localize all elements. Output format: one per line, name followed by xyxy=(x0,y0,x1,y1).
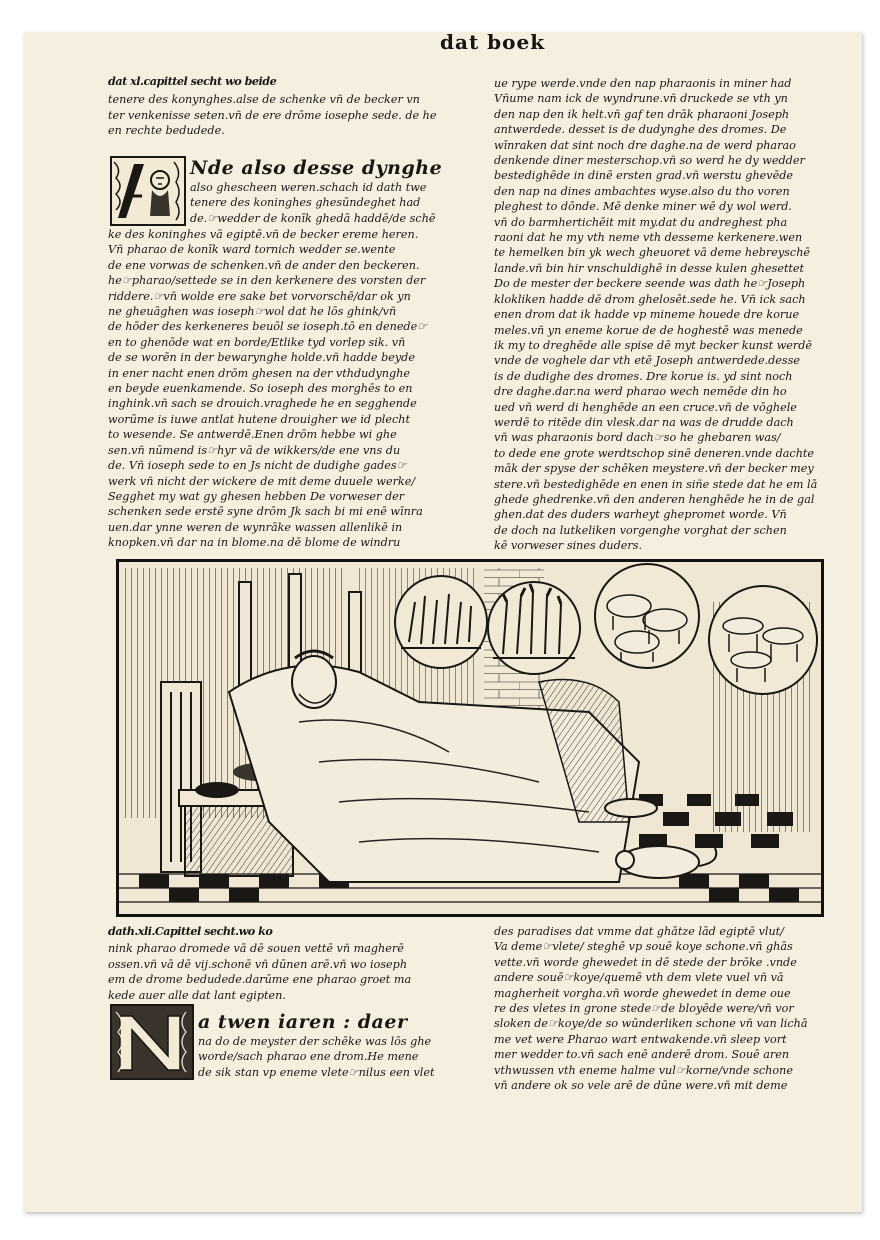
text-line: de ene vorwas de schenken.vn̄ de ander den beckeren. xyxy=(108,258,420,272)
text-line: Va deme☞vlete/ steghē vp souē koye schone.vn̄ ghās xyxy=(494,940,793,954)
text-line: mer wedder to.vn̄ sach enē anderē drom. Souē aren xyxy=(494,1048,790,1062)
text-line: stere.vn̄ bestedighēde en enen in siñe stede dat he em lā xyxy=(494,477,818,491)
text-line: dre daghe.dar.na werd pharao wech nemēde din ho xyxy=(494,385,787,399)
summary-line: em de drome bedudede.darūme ene pharao groet ma xyxy=(108,973,412,987)
text-line: ik my to dreghēde alle spise dē myt becker kunst werdē xyxy=(494,338,813,352)
text-line: den nap na dines ambachtes wyse.also du tho voren xyxy=(494,184,790,198)
text-line: vn̄ was pharaonis bord dach☞so he ghebaren was/ xyxy=(494,431,781,445)
summary-line: kede auer alle dat lant egipten. xyxy=(108,988,286,1002)
dream-roundel-lean-cows xyxy=(709,586,817,694)
lower-right-column xyxy=(494,924,854,1093)
dream-roundel-full-ears xyxy=(488,582,580,674)
summary-line: en rechte bedudede. xyxy=(108,124,225,138)
text-line: bestedighēde in dinē ersten grad.vn̄ werstu ghevēde xyxy=(494,169,793,183)
text-line: pleghest to dōnde. Mē denke miner wē dy wol werd. xyxy=(494,200,792,214)
text-line: worūme is iuwe antlat hutene drouigher we id plecht xyxy=(108,412,410,426)
text-line: me vet were Pharao wart entwakende.vn̄ sleep vort xyxy=(494,1032,787,1046)
summary-line: tenere des konynghes.alse de schenke vn̄ de becker vn xyxy=(108,93,420,107)
text-line: Segghet my wat gy ghesen hebben De vorweser der xyxy=(108,489,405,503)
text-line: ghen.dat des duders warheyt ghepromet worde. Vn̄ xyxy=(494,508,787,522)
chapter-41-summary xyxy=(108,941,458,1003)
pharaoh-dream-woodcut xyxy=(119,562,821,914)
initial-line: a twen iaren : daer xyxy=(198,1011,408,1033)
text-line: kē vorweser sines duders. xyxy=(494,539,643,553)
text-line: schenken sede erstē syne drōm Jk sach bi mi enē wīnra xyxy=(108,505,423,519)
text-line: re des vletes in grone stede☞de bloyēde were/vn̄ vor xyxy=(494,1002,794,1016)
initial-line: Nde also desse dynghe xyxy=(190,157,443,179)
text-line: raoni dat he my vth neme vth desseme kerkenere.wen xyxy=(494,231,803,245)
chapter-40-summary xyxy=(108,92,458,138)
initial-paragraph xyxy=(190,156,460,226)
text-line: uen.dar ynne weren de wynrāke wassen allenlikē in xyxy=(108,520,403,534)
running-head: dat boek xyxy=(440,30,546,54)
text-line: ue rype werde.vnde den nap pharaonis in miner had xyxy=(494,77,792,90)
text-line: de se worēn in der bewarynghe holde.vn̄ hadde beyde xyxy=(108,351,415,365)
text-line: riddere.☞vn̄ wolde ere sake bet vorvorschē/dar ok yn xyxy=(108,289,411,303)
dream-roundel-fat-cows xyxy=(595,564,699,668)
text-line: inghink.vn̄ sach se drouich.vraghede he en segghende xyxy=(108,397,417,411)
text-line: Do de mester der beckere seende was dath he☞Joseph xyxy=(494,277,806,291)
initial-a-ornament xyxy=(112,158,184,224)
decorated-initial-a xyxy=(110,156,186,226)
summary-line: ossen.vn̄ vā dē vij.schonē vn̄ dūnen arē.vn̄ wo ioseph xyxy=(108,957,408,971)
text-line: Vn̄ pharao de konīk ward tornich wedder se.wente xyxy=(108,243,396,257)
text-line: des paradises dat vmme dat ghātze lād egiptē vlut/ xyxy=(494,925,784,938)
text-line: werdē to ritēde din vlesk.dar na was de drudde dach xyxy=(494,415,794,429)
text-line: werk vn̄ nicht der wickere de mit deme duuele werke/ xyxy=(108,474,416,488)
text-line: sloken de☞koye/de so wūnderliken schone vn̄ van lichā xyxy=(494,1017,808,1031)
text-line: na do de meyster der schēke was lōs ghe xyxy=(198,1035,432,1048)
text-line: en to ghenōde wat en borde/Etlike tyd vorlep sik. vn̄ xyxy=(108,335,406,349)
text-line: māk der spyse der schēken meystere.vn̄ der becker mey xyxy=(494,462,814,476)
text-line: ued vn̄ werd di henghēde an een cruce.vn̄ de vōghele xyxy=(494,400,797,414)
text-line: sen.vn̄ nūmend is☞hyr vā de wikkers/de ene vns du xyxy=(108,443,401,457)
chapter-41-heading: dath.xli.Capittel secht.wo ko xyxy=(108,924,273,938)
text-line: de hōder des kerkeneres beuōl se ioseph.tō en denede☞ xyxy=(108,320,428,334)
right-column xyxy=(494,76,854,554)
lower-initial-paragraph xyxy=(198,1010,458,1080)
decorated-initial-n xyxy=(110,1004,194,1080)
text-line: ne gheuāghen was ioseph☞wol dat he lōs ghink/vn̄ xyxy=(108,305,397,319)
text-line: enen drom dat ik hadde vp mineme houede dre korue xyxy=(494,308,800,322)
text-line: worde/sach pharao ene drom.He mene xyxy=(198,1050,419,1064)
lower-left-column xyxy=(108,924,458,1003)
text-line: de.☞wedder de konīk ghedā haddē/de schē xyxy=(190,211,436,225)
text-line: denkende diner mesterschop.vn̄ so werd he dy wedder xyxy=(494,154,805,168)
text-line: Vn̄ume nam ick de wyndrune.vn̄ druckede se vth yn xyxy=(494,92,788,106)
woodcut-illustration xyxy=(116,559,824,917)
dream-roundel-thin-ears xyxy=(395,576,487,668)
text-line: vnde de voghele dar vth etē Joseph antwerdede.desse xyxy=(494,354,801,368)
text-line: in ener nacht enen drōm ghesen na der vthdudynghe xyxy=(108,366,410,380)
text-line: den nap den ik helt.vn̄ gaf ten drāk pharaoni Joseph xyxy=(494,107,790,121)
text-line: klokliken hadde dē drom ghelosēt.sede he. Vn̄ ick sach xyxy=(494,292,806,306)
text-line: he☞pharao/settede se in den kerkenere des vorsten der xyxy=(108,274,426,288)
text-line: de sik stan vp eneme vlete☞nilus een vlet xyxy=(198,1065,435,1079)
text-line: vn̄ do barmhertichēit mit my.dat du andreghest pha xyxy=(494,215,788,229)
text-line: vette.vn̄ worde ghewedet in dē stede der brōke .vnde xyxy=(494,955,797,969)
text-line: vthwussen vth eneme halme vul☞korne/vnde schone xyxy=(494,1063,793,1077)
text-line: vn̄ andere ok so vele arē de dūne were.vn̄ mit deme xyxy=(494,1079,788,1093)
summary-line: nink pharao dromede vā dē souen vettē vn̄ magherē xyxy=(108,942,404,956)
left-column xyxy=(108,74,458,139)
text-line: is de dudighe des dromes. Dre korue is. yd sint noch xyxy=(494,369,793,383)
text-line: magherheit vorgha.vn̄ worde ghewedet in deme oue xyxy=(494,986,791,1000)
text-line: ke des koninghes vā egiptē.vn̄ de becker ereme heren. xyxy=(108,228,419,241)
text-line: andere souē☞koye/quemē vth dem vlete vuel vn̄ vā xyxy=(494,971,784,985)
text-line: lande.vn̄ bin hir vnschuldighē in desse kulen ghesettet xyxy=(494,261,805,275)
text-line: te hemelken bin yk wech gheuoret vā deme hebreyschē xyxy=(494,246,811,260)
text-line: meles.vn̄ yn eneme korue de de hoghestē was menede xyxy=(494,323,803,337)
text-line: also ghescheen weren.schach id dath twe xyxy=(190,181,427,194)
chapter-40-heading: dat xl.capittel secht wo beide xyxy=(108,74,277,88)
text-line: en beyde euenkamende. So ioseph des morghēs to en xyxy=(108,382,413,396)
text-line: de. Vn̄ ioseph sede to en Js nicht de dudighe gades☞ xyxy=(108,459,407,473)
text-line: tenere des koninghes ghesūndeghet had xyxy=(190,196,421,210)
left-body xyxy=(108,227,458,551)
text-line: to dede ene grote werdtschop sinē deneren.vnde dachte xyxy=(494,446,815,460)
basket xyxy=(605,799,657,817)
text-line: ghede ghedrenke.vn̄ den anderen henghēde he in de gal xyxy=(494,492,815,506)
text-line: de doch na lutkeliken vorgenghe vorghat der schen xyxy=(494,523,787,537)
text-line: antwerdede. desset is de dudynghe des dromes. De xyxy=(494,123,787,137)
text-line: knopken.vn̄ dar na in blome.na dē blome de windru xyxy=(108,536,401,550)
initial-n-ornament xyxy=(112,1006,192,1078)
text-line: to wesende. Se antwerdē.Enen drōm hebbe wi ghe xyxy=(108,428,397,442)
text-line: wīnraken dat sint noch dre daghe.na de werd pharao xyxy=(494,138,796,152)
summary-line: ter venkenisse seten.vn̄ de ere drōme iosephe sede. de he xyxy=(108,108,437,122)
